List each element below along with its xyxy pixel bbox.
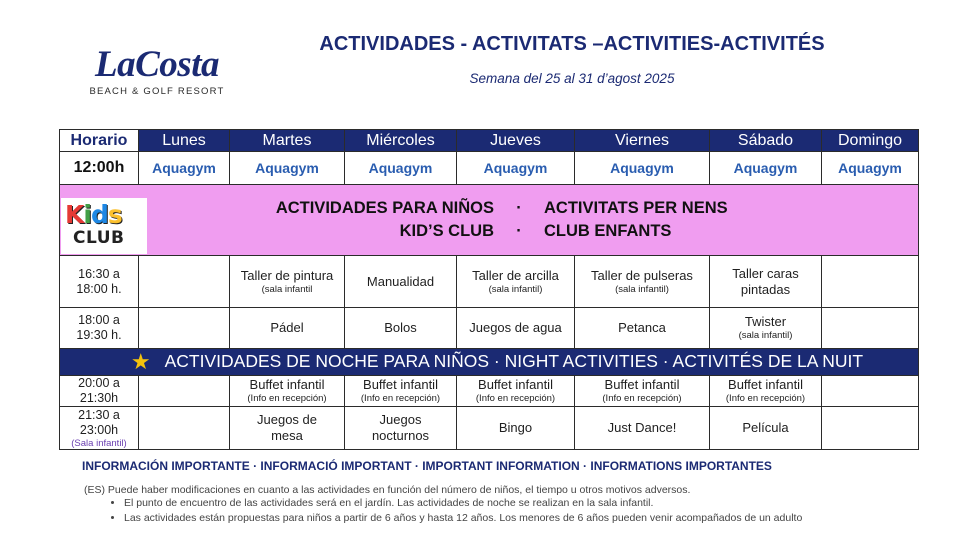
- activity-cell: [822, 376, 919, 407]
- info-heading: INFORMACIÓN IMPORTANTE · INFORMACIÓ IMPORTANT · IMPORTANT INFORMATION · INFORMATIONS IMPORTANTES: [82, 459, 772, 473]
- night-activities-banner-row: [60, 349, 919, 376]
- week-subtitle: Semana del 25 al 31 d’agost 2025: [469, 71, 675, 86]
- activity-cell: [139, 256, 230, 308]
- kids-banner-fr: CLUB ENFANTS: [544, 222, 672, 240]
- time-start: 20:00 a: [78, 376, 120, 390]
- activity-label: Película: [742, 420, 789, 435]
- activity-label: Taller de arcilla: [472, 267, 559, 283]
- activity-cell: [710, 376, 822, 407]
- activity-cell: [230, 376, 345, 407]
- info-es-paragraph: (ES) Puede haber modificaciones en cuanto a las actividades en función del número de niños, el tiempo u otros motivos adversos.: [84, 484, 691, 496]
- activity-label: Twister: [744, 314, 787, 329]
- night-banner-text: ACTIVIDADES DE NOCHE PARA NIÑOS · NIGHT ACTIVITIES · ACTIVITÉS DE LA NUIT: [164, 351, 864, 371]
- activity-label: Taller de pulseras: [591, 267, 693, 283]
- kids-banner-line-2: [60, 220, 918, 243]
- activity-label: Taller de pintura: [240, 267, 334, 283]
- activity-label: Buffet infantil: [249, 377, 325, 392]
- activity-row-1630: [60, 256, 919, 308]
- activity-label: Juegos de agua: [469, 320, 562, 335]
- time-cell: [60, 376, 139, 407]
- aquagym-row: [60, 152, 919, 185]
- horario-header: Horario: [60, 130, 139, 152]
- night-activities-banner: [60, 349, 919, 376]
- activity-cell: [710, 407, 822, 450]
- activity-cell: [822, 407, 919, 450]
- aquagym-cell: Aquagym: [710, 152, 822, 185]
- activity-cell: [457, 308, 575, 349]
- aquagym-cell: Aquagym: [575, 152, 710, 185]
- time-location-note: (Sala infantil): [71, 437, 127, 449]
- day-header-viernes: Viernes: [575, 130, 710, 152]
- activity-cell: [710, 308, 822, 349]
- activity-cell: [139, 376, 230, 407]
- kids-banner-es: ACTIVIDADES PARA NIÑOS: [275, 199, 494, 217]
- day-header-domingo: Domingo: [822, 130, 919, 152]
- activity-note: (sala infantil): [488, 283, 543, 295]
- kids-banner-en: KID’S CLUB: [399, 222, 494, 240]
- info-bullet: • Las actividades están propuestas para niños a partir de 6 años y hasta 12 años. Los menores de 6 años pueden venir acompañados de un adulto: [124, 512, 914, 525]
- star-icon: ★: [130, 349, 151, 374]
- activity-cell: [139, 407, 230, 450]
- activity-label: Buffet infantil: [604, 377, 680, 392]
- kids-club-logo: [61, 198, 147, 254]
- activity-row-1800: [60, 308, 919, 349]
- activity-cell: [457, 376, 575, 407]
- day-header-martes: Martes: [230, 130, 345, 152]
- day-header-sabado: Sábado: [710, 130, 822, 152]
- activity-cell: [230, 407, 345, 450]
- activity-note: (Info en recepción): [360, 393, 441, 404]
- time-end: 18:00 h.: [76, 281, 122, 296]
- activity-label: Bingo: [498, 420, 533, 435]
- logo-tagline: BEACH & GOLF RESORT: [89, 86, 225, 97]
- activity-cell: [575, 256, 710, 308]
- kids-banner-text: [60, 197, 918, 243]
- activity-note: (Info en recepción): [725, 393, 806, 404]
- activity-label: Taller caras pintadas: [732, 265, 799, 297]
- time-end: 21:30h: [79, 391, 119, 405]
- activity-note: (Info en recepción): [247, 393, 327, 404]
- activity-label: Juegos de mesa: [257, 412, 317, 443]
- time-start: 21:30 a: [78, 407, 120, 422]
- activity-cell: [575, 308, 710, 349]
- activity-label: Buffet infantil: [363, 377, 438, 392]
- aquagym-cell: Aquagym: [230, 152, 345, 185]
- time-cell: [60, 407, 139, 450]
- kids-club-banner: [60, 185, 919, 256]
- day-header-miercoles: Miércoles: [345, 130, 457, 152]
- logo-wordmark: LaCosta: [95, 44, 219, 85]
- activity-cell: [457, 407, 575, 450]
- activity-label: Buffet infantil: [728, 377, 803, 392]
- aquagym-cell: Aquagym: [345, 152, 457, 185]
- page-title: ACTIVIDADES - ACTIVITATS –ACTIVITIES-ACTIVITÉS: [319, 33, 825, 55]
- activity-row-2000: [60, 376, 919, 407]
- day-header-lunes: Lunes: [139, 130, 230, 152]
- activity-cell: [822, 308, 919, 349]
- activity-cell: [230, 308, 345, 349]
- activity-cell: [710, 256, 822, 308]
- kids-club-banner-row: [60, 185, 919, 256]
- activity-label: Manualidad: [366, 273, 435, 289]
- activity-label: Juegos nocturnos: [371, 412, 430, 443]
- separator-dot: ·: [516, 222, 522, 240]
- activity-cell: [345, 407, 457, 450]
- kids-banner-line-1: [60, 197, 918, 220]
- activity-cell: [345, 376, 457, 407]
- aquagym-cell: Aquagym: [139, 152, 230, 185]
- activity-cell: [575, 407, 710, 450]
- time-cell: 12:00h: [60, 152, 139, 185]
- separator-dot: ·: [516, 199, 522, 217]
- time-start: 18:00 a: [78, 313, 120, 327]
- kids-logo-club: CLUB: [73, 228, 125, 248]
- time-cell: [60, 308, 139, 349]
- header-row: [60, 130, 919, 152]
- activity-cell: [575, 376, 710, 407]
- aquagym-cell: Aquagym: [457, 152, 575, 185]
- time-start: 16:30 a: [78, 266, 120, 281]
- time-end: 23:00h: [79, 422, 119, 437]
- activity-label: Petanca: [618, 320, 666, 335]
- activity-label: Just Dance!: [607, 420, 677, 435]
- time-cell: [60, 256, 139, 308]
- activity-row-2130: [60, 407, 919, 450]
- schedule-table: [59, 129, 919, 450]
- activity-note: (sala infantil): [615, 283, 669, 295]
- activity-cell: [822, 256, 919, 308]
- aquagym-cell: Aquagym: [822, 152, 919, 185]
- day-header-jueves: Jueves: [457, 130, 575, 152]
- activity-cell: [457, 256, 575, 308]
- activity-label: Pádel: [270, 320, 304, 335]
- activity-cell: [230, 256, 345, 308]
- info-bullet-list: [106, 497, 914, 527]
- resort-logo: [72, 46, 242, 97]
- activity-note: (sala infantil: [261, 283, 313, 295]
- activity-label: Bolos: [384, 320, 417, 335]
- activity-note: (Info en recepción): [602, 393, 682, 404]
- activity-cell: [345, 308, 457, 349]
- activity-label: Buffet infantil: [478, 377, 553, 392]
- kids-banner-ca: ACTIVITATS PER NENS: [544, 199, 728, 217]
- activity-cell: [345, 256, 457, 308]
- activity-cell: [139, 308, 230, 349]
- kids-logo-letters: Kids: [65, 200, 122, 229]
- time-end: 19:30 h.: [76, 328, 122, 342]
- activity-note: (Info en recepción): [475, 393, 556, 404]
- info-bullet: • El punto de encuentro de las actividades será en el jardín. Las actividades de noche se realizan en la sala infantil.: [124, 497, 914, 510]
- activity-note: (sala infantil): [738, 330, 793, 341]
